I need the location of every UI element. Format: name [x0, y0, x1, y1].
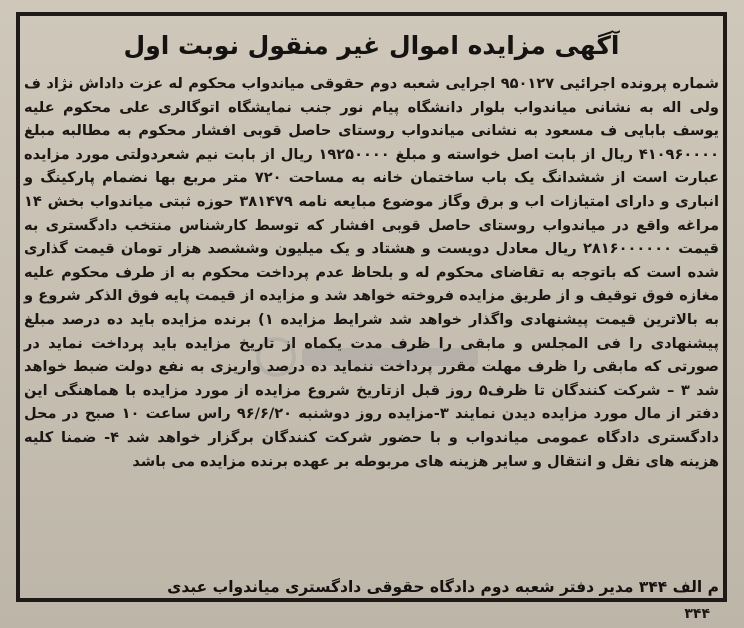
- page-code: ۳۴۴: [684, 606, 710, 622]
- notice-signature: م الف ۳۴۴ مدیر دفتر شعبه دوم دادگاه حقوقی دادگستری میاندواب عبدی: [167, 578, 719, 596]
- notice-body-text: شماره پرونده اجرائیی ۹۵۰۱۲۷ اجرایی شعبه دوم حقوقی میاندواب محکوم له عزت داداش نژاد ف ولی اله به نشانی میاندواب بلوار دانشگاه پیام نور جنب نمایشگاه اتوگالری علی محکوم علیه یوسف بابایی ف مسعود به نشانی میاندواب روستای حاصل قوبی افشار محکوم به مطالبه مبلغ ۴۱۰۹۶۰۰۰۰ ریال از بابت اصل خواسته و مبلغ ۱۹۲۵۰۰۰۰ ریال از بابت نیم شعردولتی مورد مزایده عبارت است از ششدانگ یک باب ساختمان خانه به مساحت ۷۲۰ متر مربع بها نضمام پارکینگ و انباری و دارای امتیازات اب و برق وگاز موضوع مبایعه نامه ۳۸۱۴۷۹ حوزه ثبتی میاندواب بخش ۱۴ مراغه واقع در میاندواب روستای حاصل قوبی افشار که توسط کارشناس منتخب دادگستری به قیمت ۲۸۱۶۰۰۰۰۰۰ ریال معادل دویست و هشتاد و یک میلیون وششصد هزار تومان قیمت گذاری شده است که باتوجه به تقاضای محکوم له و بلحاظ عدم پرداخت محکوم به از طرف محکوم علیه مغازه فوق توقیف و از طریق مزایده فروخته خواهد شد و مزایده از قیمت پایه فوق الذکر شروع و به بالاترین قیمت پیشنهادی واگذار خواهد شد شرایط مزایده ۱) برنده مزایده باید ده درصد مبلغ پیشنهادی را فی المجلس و مابقی را ظرف مدت یکماه از تاریخ مزایده باید پرداخت نماید در صورتی که مابقی را ظرف مهلت مقرر پرداخت ننماید ده درصد واریزی به نفع دولت ضبط خواهد شد ۳ – شرکت کنندگان تا ظرف۵ روز قبل ازتاریخ شروع مزایده از مورد مزایده با هماهنگی این دفتر از مال مورد مزایده دیدن نمایند ۳-مزایده روز دوشنبه ۹۶/۶/۲۰ راس ساعت ۱۰ صبح در محل دادگستری دادگاه عمومی میاندواب و با حضور شرکت کنندگان برگزار خواهد شد ۴- ضمنا کلیه هزینه های نقل و انتقال و سایر هزینه های مربوطه بر عهده برنده مزایده می باشد: [24, 75, 719, 470]
- notice-title: آگهی مزایده اموال غیر منقول نوبت اول: [123, 31, 620, 60]
- notice-body: [24, 72, 719, 473]
